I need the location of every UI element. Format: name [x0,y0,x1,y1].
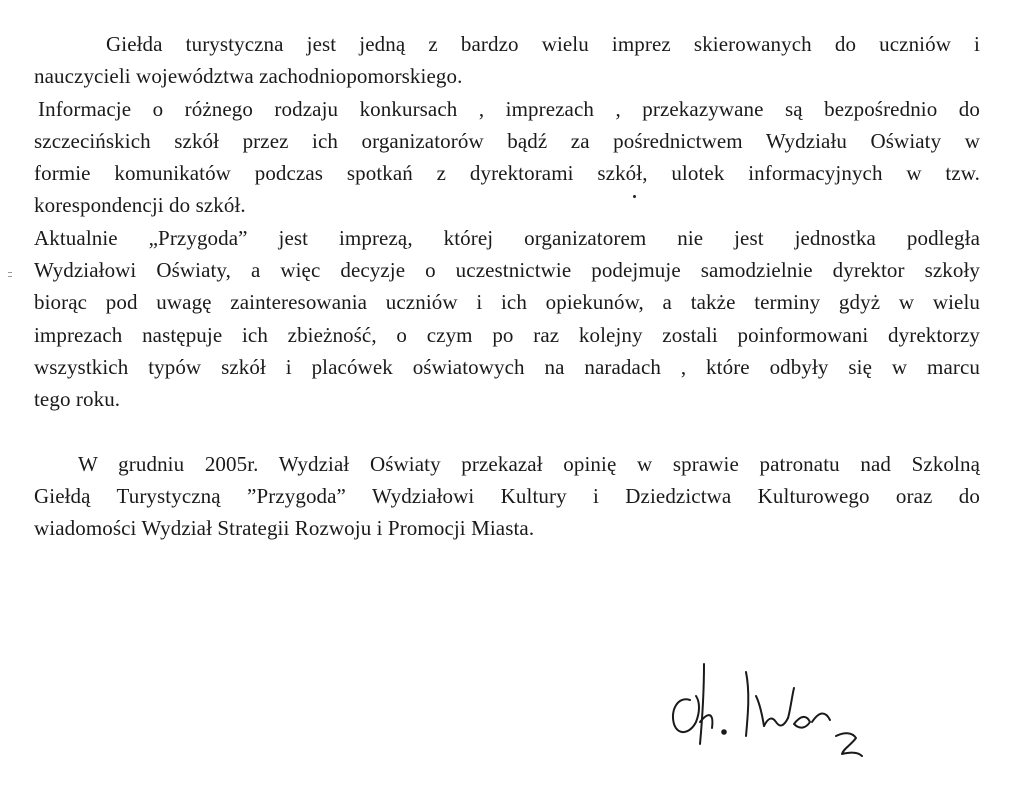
paragraph-giełda [34,28,980,93]
scan-speck [8,272,12,273]
text-line: Giełda turystyczna jest jedną z bardzo wielu imprez skierowanych do uczniów i [106,32,980,56]
paragraph-aktualnie [34,222,980,416]
text-line: Wydziałowi Oświaty, a więc decyzje o uczestnictwie podejmuje samodzielnie dyrektor szkoły [34,258,980,283]
text-line: korespondencji do szkół. [34,193,246,218]
text-line: wszystkich typów szkół i placówek oświatowych na naradach , które odbyły się w marcu [34,354,980,379]
text-line: nauczycieli województwa zachodniopomorskiego. [34,64,463,89]
text-line: W grudniu 2005r. Wydział Oświaty przekazał opinię w sprawie patronatu nad Szkolną [78,451,980,476]
paragraph-informacje [34,93,980,222]
handwritten-signature [660,652,900,772]
text-line: Informacje o różnego rodzaju konkursach , imprezach , przekazywane są bezpośrednio do [38,96,980,121]
text-line: Aktualnie „Przygoda” jest imprezą, której organizatorem nie jest jednostka podległa [34,225,980,250]
scan-speck [633,195,636,198]
text-line: imprezach następuje ich zbieżność, o czym po raz kolejny zostali poinformowani dyrektorzy [34,322,980,347]
document-body [34,28,980,544]
text-line: tego roku. [34,387,121,412]
paragraph-grudzien [34,448,980,545]
text-line: Giełdą Turystyczną ”Przygoda” Wydziałowi Kultury i Dziedzictwa Kulturowego oraz do [34,483,980,508]
paragraph-gap [34,416,980,448]
text-line: szczecińskich szkół przez ich organizatorów bądź za pośrednictwem Wydziału Oświaty w [34,128,980,153]
text-line: wiadomości Wydział Strategii Rozwoju i Promocji Miasta. [34,516,535,541]
text-line: biorąc pod uwagę zainteresowania uczniów i ich opiekunów, a także terminy gdyż w wielu [34,290,980,315]
text-line: formie komunikatów podczas spotkań z dyrektorami szkół, ulotek informacyjnych w tzw. [34,161,980,186]
scan-speck [8,276,12,277]
